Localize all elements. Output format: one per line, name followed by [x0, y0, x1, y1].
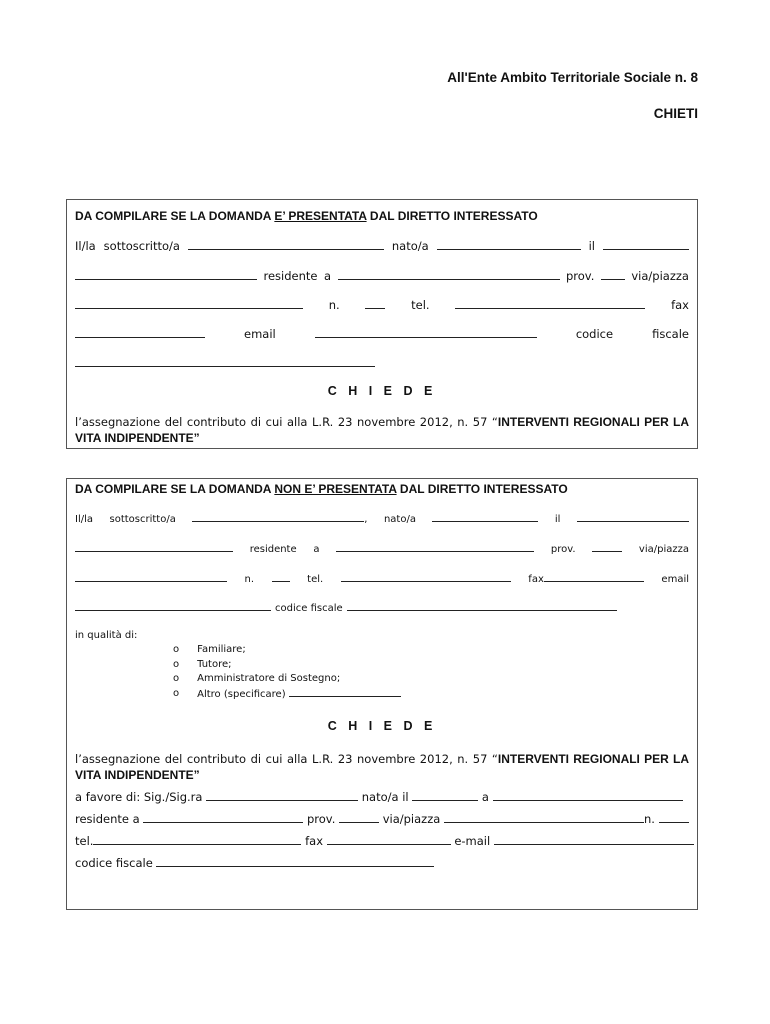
email-field[interactable] [315, 326, 537, 338]
bullet-icon: o [173, 658, 180, 670]
section-proxy-applicant [66, 478, 698, 910]
fax-field[interactable] [75, 326, 205, 338]
tax-code-field[interactable] [75, 355, 375, 367]
option-tutore[interactable]: o Tutore; [173, 658, 401, 673]
chiede-heading: C H I E D E [327, 384, 437, 398]
applicant-name-row: Il/la sottoscritto/a nato/a il [75, 238, 689, 253]
tax-code-row [75, 355, 689, 367]
proxy-birthplace-field[interactable] [432, 510, 538, 522]
beneficiary-contact-row: tel. fax e-mail [75, 833, 689, 848]
beneficiary-province-field[interactable] [339, 811, 379, 823]
birthdate-field[interactable] [603, 238, 689, 250]
birthdate-cont-field[interactable] [75, 268, 257, 280]
proxy-tax-code-row: codice fiscale [75, 599, 689, 614]
option-altro[interactable]: o Altro (specificare) [173, 687, 401, 703]
proxy-residence-row: residente a prov. via/piazza [75, 540, 689, 555]
proxy-residence-field[interactable] [336, 540, 534, 552]
beneficiary-tax-code-field[interactable] [156, 855, 434, 867]
proxy-street-field[interactable] [75, 570, 227, 582]
addressee-city: CHIETI [653, 106, 698, 121]
chiede-heading: C H I E D E [327, 719, 437, 733]
capacity-options [173, 643, 401, 702]
beneficiary-street-field[interactable] [444, 811, 644, 823]
residence-field[interactable] [338, 268, 560, 280]
residence-row: residente a prov. via/piazza [75, 268, 689, 283]
name-field[interactable] [188, 238, 384, 250]
proxy-email-field[interactable] [75, 599, 271, 611]
option-familiare[interactable]: o Familiare; [173, 643, 401, 658]
beneficiary-number-field[interactable] [659, 811, 689, 823]
proxy-tax-code-field[interactable] [347, 599, 617, 611]
other-specify-field[interactable] [289, 687, 401, 697]
proxy-phone-field[interactable] [341, 570, 511, 582]
section-title: DA COMPILARE SE LA DOMANDA NON E’ PRESENTATA DAL DIRETTO INTERESSATO [75, 482, 568, 496]
request-text: l’assegnazione del contributo di cui alla L.R. 23 novembre 2012, n. 57 “INTERVENTI REGIONALI PER LA VITA INDIPENDENTE” [75, 415, 689, 445]
bullet-icon: o [173, 673, 180, 684]
proxy-birthdate-field[interactable] [577, 510, 689, 522]
beneficiary-fax-field[interactable] [327, 833, 451, 845]
addressee: All'Ente Ambito Territoriale Sociale n. 8 [447, 70, 698, 85]
proxy-name-field[interactable] [192, 510, 364, 522]
beneficiary-tax-code-row: codice fiscale [75, 855, 689, 870]
capacity-label: in qualità di: [75, 630, 138, 641]
number-field[interactable] [365, 297, 385, 309]
beneficiary-email-field[interactable] [494, 833, 694, 845]
beneficiary-birthplace-field[interactable] [493, 789, 683, 801]
proxy-birthdate-cont-field[interactable] [75, 540, 233, 552]
beneficiary-name-field[interactable] [206, 789, 358, 801]
bullet-icon: o [173, 644, 180, 655]
beneficiary-residence-row: residente a prov. via/piazza n. [75, 811, 689, 826]
beneficiary-birthdate-field[interactable] [412, 789, 478, 801]
request-text: l’assegnazione del contributo di cui alla L.R. 23 novembre 2012, n. 57 “INTERVENTI REGIONALI PER LA VITA INDIPENDENTE” [75, 752, 689, 782]
email-row: email codice fiscale [75, 326, 689, 341]
section-self-applicant [66, 199, 698, 449]
birthplace-field[interactable] [437, 238, 581, 250]
option-amministratore[interactable]: o Amministratore di Sostegno; [173, 672, 401, 687]
proxy-address-row: n. tel. fax email [75, 570, 689, 585]
beneficiary-name-row: a favore di: Sig./Sig.ra nato/a il a [75, 789, 689, 804]
street-field[interactable] [75, 297, 303, 309]
beneficiary-residence-field[interactable] [143, 811, 303, 823]
section-title: DA COMPILARE SE LA DOMANDA E’ PRESENTATA DAL DIRETTO INTERESSATO [75, 209, 538, 223]
proxy-number-field[interactable] [272, 570, 290, 582]
proxy-fax-field[interactable] [544, 570, 644, 582]
bullet-icon: o [173, 687, 180, 699]
address-row: n. tel. fax [75, 297, 689, 312]
province-field[interactable] [601, 268, 625, 280]
proxy-province-field[interactable] [592, 540, 622, 552]
phone-field[interactable] [455, 297, 645, 309]
proxy-name-row: Il/la sottoscritto/a , nato/a il [75, 510, 689, 525]
beneficiary-phone-field[interactable] [93, 833, 301, 845]
